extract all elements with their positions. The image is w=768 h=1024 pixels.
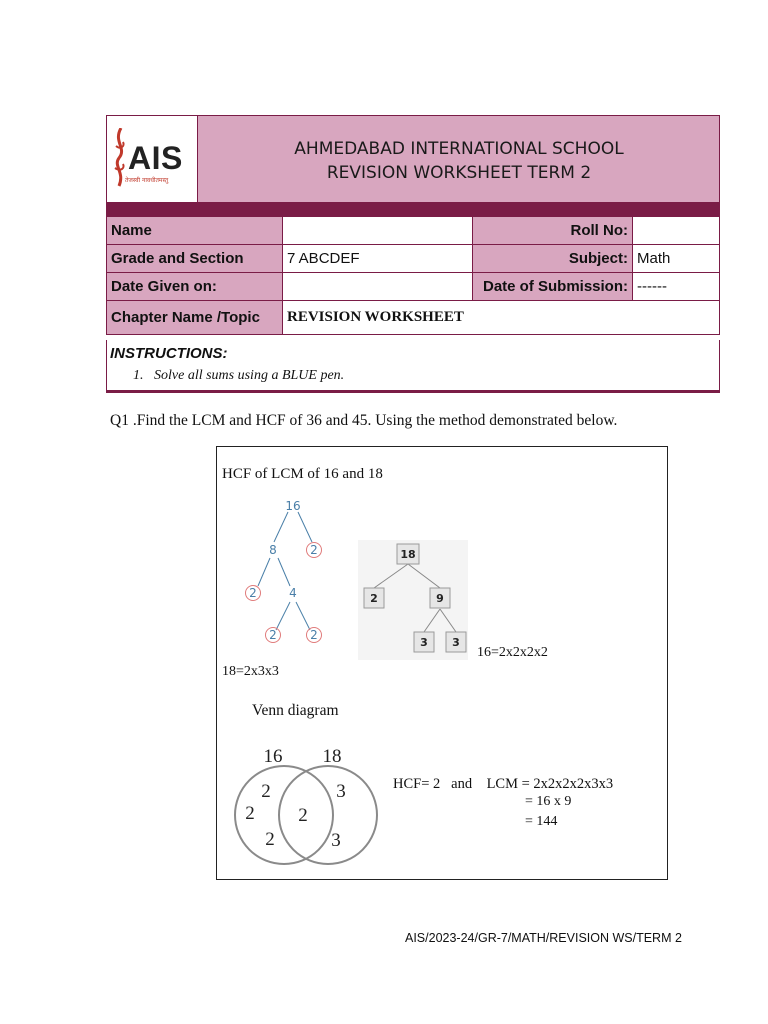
chapter-value: REVISION WORKSHEET [283,301,720,335]
worksheet-title: REVISION WORKSHEET TERM 2 [326,163,592,183]
table-row [107,245,720,273]
instruction-item: 1. Solve all sums using a BLUE pen. [133,368,345,383]
name-field[interactable] [283,217,473,245]
lcm-step: = 16 x 9 [525,794,572,809]
tree16-node: 2 [310,628,318,642]
tree18-node: 3 [420,636,428,649]
footer-code: AIS/2023-24/GR-7/MATH/REVISION WS/TERM 2 [405,931,682,945]
grade-label: Grade and Section [107,245,283,273]
venn-middle-item: 2 [298,805,308,826]
logo-text: AIS [128,140,183,176]
venn-left-item: 2 [265,829,275,850]
school-heading [200,137,718,185]
venn-left-item: 2 [245,803,255,824]
venn-left-item: 2 [261,781,271,802]
tree16-node: 2 [269,628,277,642]
grade-value: 7 ABCDEF [283,245,473,273]
hcf-lcm-result: HCF= 2 and LCM = 2x2x2x2x3x3 [393,776,614,792]
venn-title: Venn diagram [252,702,339,719]
date-given-field[interactable] [283,273,473,301]
instruction-text: Solve all sums using a BLUE pen. [154,368,345,383]
subject-label: Subject: [473,245,633,273]
tree16-node: 2 [310,543,318,557]
date-submission-label: Date of Submission: [473,273,633,301]
tree18-node: 9 [436,592,444,605]
venn-right-item: 3 [336,781,346,802]
factor-tree-16 [236,494,336,650]
logo-tagline: तेजस्वी नावधीतमस्तु [125,177,169,184]
table-row [107,217,720,245]
date-submission-value: ------ [633,273,720,301]
table-row [107,301,720,335]
name-label: Name [107,217,283,245]
venn-circle-18 [279,766,377,864]
instructions-title: INSTRUCTIONS: [110,345,228,362]
tree18-node: 3 [452,636,460,649]
table-row [107,273,720,301]
roll-label: Roll No: [473,217,633,245]
tree16-node: 2 [249,586,257,600]
venn-diagram [228,740,388,870]
date-given-label: Date Given on: [107,273,283,301]
eq-16: 16=2x2x2x2 [477,645,548,660]
roll-field[interactable] [633,217,720,245]
subject-value: Math [633,245,720,273]
chapter-label: Chapter Name /Topic [107,301,283,335]
factor-tree-18 [358,540,468,660]
venn-right-item: 3 [331,830,341,851]
tree18-root: 18 [400,548,416,561]
info-table [106,216,720,335]
example-title: HCF of LCM of 16 and 18 [222,466,383,482]
question-text: Q1 .Find the LCM and HCF of 36 and 45. Using the method demonstrated below. [110,412,618,429]
eq-18: 18=2x3x3 [222,664,279,679]
lcm-step: = 144 [525,814,558,829]
school-name: AHMEDABAD INTERNATIONAL SCHOOL [294,139,624,159]
tree16-root: 16 [285,499,301,513]
tree16-node: 8 [269,543,277,557]
venn-label-16: 16 [263,746,283,767]
tree18-node: 2 [370,592,378,605]
header-divider [106,203,720,217]
venn-label-18: 18 [322,746,342,767]
tree16-node: 4 [289,586,297,600]
